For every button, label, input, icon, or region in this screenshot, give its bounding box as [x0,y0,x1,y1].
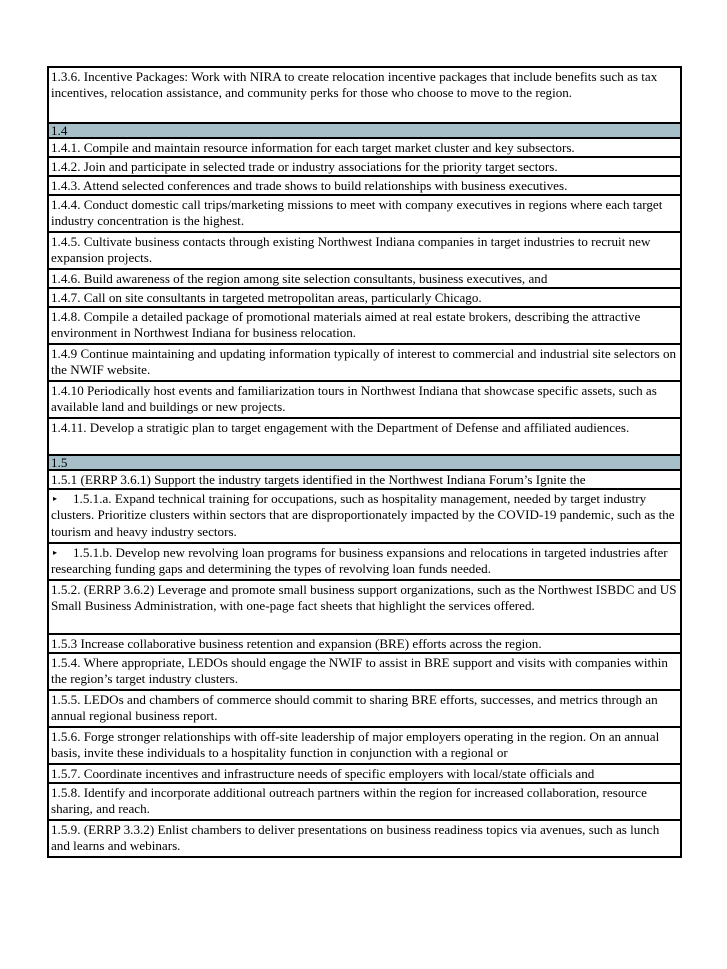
bullet-arrow-icon: ▸ [53,548,58,557]
action-item-text: 1.4.9 Continue maintaining and updating information typically of interest to commercial and industrial site selectors on the NWIF website. [51,346,677,378]
action-item-row [49,689,680,726]
action-items-table [47,66,682,858]
action-item-text: 1.4.2. Join and participate in selected trade or industry associations for the priority target sectors. [51,159,558,174]
action-item-text: 1.5.1 (ERRP 3.6.1) Support the industry targets identified in the Northwest Indiana Forum’s Ignite the [51,472,586,487]
action-item-row [49,68,680,122]
action-item-row [49,268,680,287]
action-item-row [49,652,680,689]
action-item-row [49,417,680,454]
action-item-text: 1.5.5. LEDOs and chambers of commerce should commit to sharing BRE efforts, successes, and metrics through an annual regional business report. [51,692,658,724]
action-item-text: 1.4.1. Compile and maintain resource information for each target market cluster and key subsectors. [51,140,575,155]
action-item-row [49,137,680,156]
action-item-row [49,306,680,343]
section-number: 1.5 [51,455,68,469]
action-item-row [49,726,680,763]
action-item-text: 1.4.10 Periodically host events and familiarization tours in Northwest Indiana that showcase specific assets, such as available land and buildings or new projects. [51,383,657,415]
action-item-text: 1.4.5. Cultivate business contacts through existing Northwest Indiana companies in target industries to recruit new expansion projects. [51,234,651,266]
action-item-text: 1.5.6. Forge stronger relationships with off-site leadership of major employers operating in the region. On an annual basis, invite these individuals to a hospitality function in conjunction with a regional or [51,729,660,761]
action-item-row [49,287,680,306]
bullet-item-row [49,488,680,542]
action-item-text: 1.5.1.a. Expand technical training for occupations, such as hospitality management, needed by target industry clusters. Prioritize clusters within sectors that are disproportionately impacted by the COVID-19 pandemic, such as the tourism and heavy industry sectors. [51,491,675,539]
action-item-text: 1.5.4. Where appropriate, LEDOs should engage the NWIF to assist in BRE support and visits with companies within the region’s target industry clusters. [51,655,668,687]
section-header-row [49,122,680,137]
action-item-row [49,156,680,175]
action-item-text: 1.4.6. Build awareness of the region among site selection consultants, business executives, and [51,271,548,286]
bullet-item-row [49,542,680,579]
action-item-row [49,579,680,633]
action-item-text: 1.5.7. Coordinate incentives and infrastructure needs of specific employers with local/state officials and [51,766,595,781]
action-item-row [49,343,680,380]
action-item-text: 1.5.9. (ERRP 3.3.2) Enlist chambers to deliver presentations on business readiness topics via avenues, such as lunch and learns and webinars. [51,822,660,854]
action-item-text: 1.4.8. Compile a detailed package of promotional materials aimed at real estate brokers, describing the attractive environment in Northwest Indiana for business relocation. [51,309,641,341]
action-item-text: 1.4.3. Attend selected conferences and trade shows to build relationships with business executives. [51,178,568,193]
section-number: 1.4 [51,123,68,137]
action-item-row [49,175,680,194]
action-item-row [49,469,680,488]
action-item-row [49,231,680,268]
action-item-text: 1.5.1.b. Develop new revolving loan programs for business expansions and relocations in targeted industries after researching funding gaps and determining the types of revolving loan funds needed. [51,545,668,577]
action-item-text: 1.4.7. Call on site consultants in targeted metropolitan areas, particularly Chicago. [51,290,482,305]
action-item-row [49,819,680,856]
section-header-row [49,454,680,469]
action-item-text: 1.4.4. Conduct domestic call trips/marketing missions to meet with company executives in regions where each target industry concentration is the highest. [51,197,663,229]
action-item-row [49,194,680,231]
action-item-text: 1.5.8. Identify and incorporate additional outreach partners within the region for increased collaboration, resource sharing, and reach. [51,785,647,817]
action-item-row [49,763,680,782]
action-item-row [49,380,680,417]
action-item-text: 1.3.6. Incentive Packages: Work with NIRA to create relocation incentive packages that include benefits such as tax incentives, relocation assistance, and community perks for those who choose to move to the region. [51,69,658,101]
action-item-row [49,782,680,819]
bullet-arrow-icon: ▸ [53,494,58,503]
action-item-row [49,633,680,652]
action-item-text: 1.4.11. Develop a stratigic plan to target engagement with the Department of Defense and affiliated audiences. [51,420,630,435]
action-item-text: 1.5.2. (ERRP 3.6.2) Leverage and promote small business support organizations, such as the Northwest ISBDC and US Small Business Administration, with one-page fact sheets that highlight the services offered. [51,582,677,614]
action-item-text: 1.5.3 Increase collaborative business retention and expansion (BRE) efforts across the region. [51,636,542,651]
